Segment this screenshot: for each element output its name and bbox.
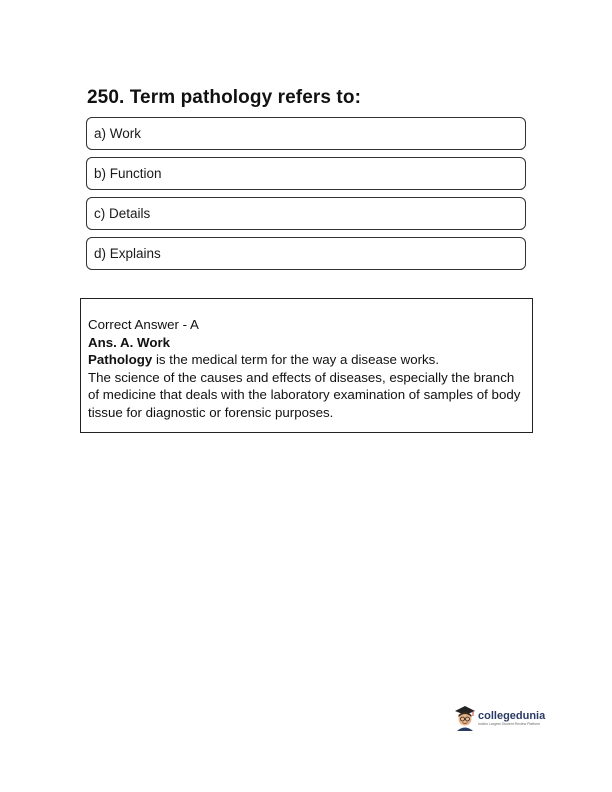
definition-line (88, 351, 524, 369)
option-b[interactable]: b) Function (86, 157, 526, 190)
answer-box (80, 298, 533, 433)
option-c[interactable]: c) Details (86, 197, 526, 230)
answer-heading: Ans. A. Work (88, 334, 171, 350)
correct-answer-line: Correct Answer - A (88, 317, 199, 332)
option-d[interactable]: d) Explains (86, 237, 526, 270)
term-label: Pathology (88, 352, 153, 367)
logo-text (478, 710, 545, 727)
question-title: 250. Term pathology refers to: (87, 87, 361, 108)
options-list (86, 117, 526, 277)
brand-name: collegedunia (478, 709, 546, 722)
definition-text: is the medical term for the way a disease works. (152, 352, 440, 367)
graduate-mascot-icon (454, 705, 476, 731)
brand-tagline: India's Largest Student Review Platform (478, 721, 541, 726)
explanation-text: The science of the causes and effects of diseases, especially the branch of medicine that deals with the laboratory examination of samples of body tissue for diagnostic or forensic purposes. (88, 369, 521, 420)
collegedunia-logo (454, 705, 545, 731)
option-a[interactable]: a) Work (86, 117, 526, 150)
